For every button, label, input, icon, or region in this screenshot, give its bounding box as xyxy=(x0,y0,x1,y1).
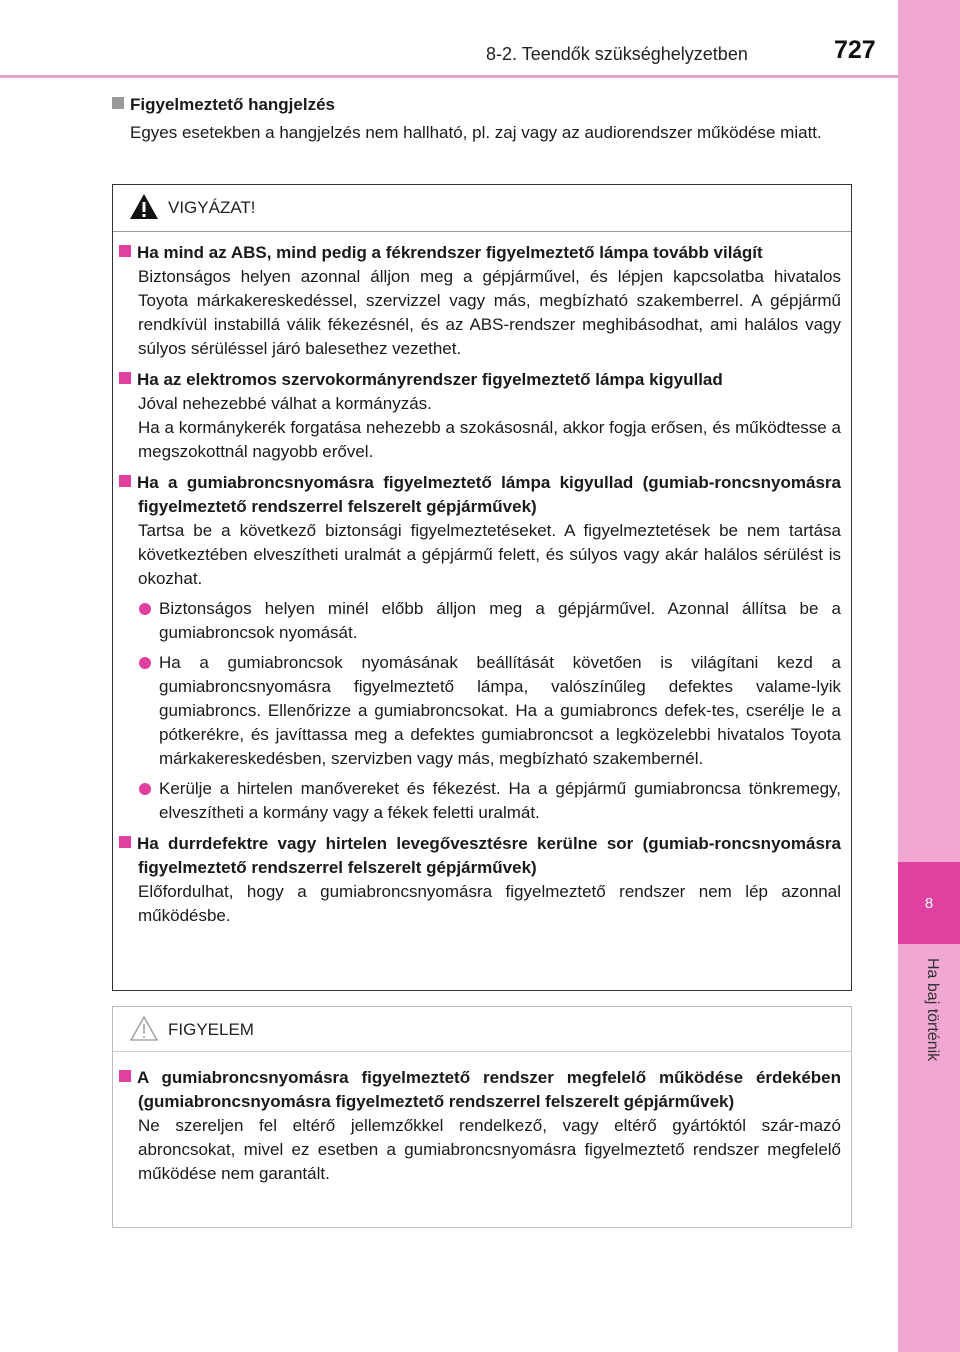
notice-title: FIGYELEM xyxy=(168,1020,254,1039)
caution-section-tpms xyxy=(119,471,841,825)
section-text: Előfordulhat, hogy a gumiabroncsnyomásra figyelmeztető rendszer nem lép azonnal működésbe. xyxy=(138,882,841,925)
square-bullet-icon xyxy=(119,245,131,257)
section-heading: Ha az elektromos szervokormányrendszer figyelmeztető lámpa kigyullad xyxy=(137,370,723,389)
section-heading: Ha mind az ABS, mind pedig a fékrendszer figyelmeztető lámpa tovább világít xyxy=(137,243,763,262)
page-number: 727 xyxy=(834,36,876,64)
section-heading: Ha a gumiabroncsnyomásra figyelmeztető lámpa kigyullad (gumiab-roncsnyomásra figyelmeztető rendszerrel felszerelt gépjárművek) xyxy=(137,473,841,516)
list-item: Ha a gumiabroncsok nyomásának beállítását követően is világítani kezd a gumiabroncsnyomásra figyelmeztető lámpa, valószínűleg defektes valame-lyik gumiabroncs. Ellenőrizze a gumiabroncsokat. Ha a gumiabroncs defek-tes, cserélje le a pótkerékre, és javíttassa meg a defektes gumiabroncsot a legközelebbi hivatalos Toyota márkakereskedésben, szervizben vagy más, megbízható szakembernél. xyxy=(119,651,841,771)
warning-outline-triangle-icon xyxy=(129,1015,159,1042)
page-header xyxy=(0,0,898,80)
square-bullet-icon xyxy=(119,372,131,384)
notice-header xyxy=(113,1007,851,1052)
section-text: Tartsa be a következő biztonsági figyelmeztetéseket. A figyelmeztetések be nem tartása következtében elveszítheti uralmát a gépjármű felett, és súlyos vagy akár halálos sérülést is okozhat. xyxy=(138,521,841,588)
section-heading: A gumiabroncsnyomásra figyelmeztető rendszer megfelelő működése érdekében (gumiabroncsnyomásra figyelmeztető rendszerrel felszerelt gépjárművek) xyxy=(137,1068,841,1111)
square-bullet-icon xyxy=(119,475,131,487)
square-bullet-icon xyxy=(119,1070,131,1082)
round-bullet-icon xyxy=(139,657,151,669)
section-heading: Ha durrdefektre vagy hirtelen levegővesztésre kerülne sor (gumiab-roncsnyomásra figyelmeztető rendszerrel felszerelt gépjárművek) xyxy=(137,834,841,877)
chapter-number: 8 xyxy=(898,862,960,944)
section-title: 8-2. Teendők szükséghelyzetben xyxy=(486,44,748,64)
notice-section xyxy=(119,1066,841,1186)
section-text: Ha a kormánykerék forgatása nehezebb a szokásosnál, akkor fogja erősen, és működtesse a megszokottnál nagyobb erővel. xyxy=(138,418,841,461)
intro-text: Egyes esetekben a hangjelzés nem hallható, pl. zaj vagy az audiorendszer működése miatt. xyxy=(130,123,822,142)
caution-section-blowout xyxy=(119,832,841,928)
caution-section-abs xyxy=(119,241,841,361)
section-text: Biztonságos helyen azonnal álljon meg a gépjárművel, és lépjen kapcsolatba hivatalos Toyota márkakereskedéssel, szervizzel vagy más, megbízható szakemberrel. A gépjármű rendkívül instabillá válik fékezésnél, és az ABS-rendszer meghibásodhat, ami halálos vagy súlyos sérüléssel járó balesethez vezethet. xyxy=(138,267,841,358)
caution-title: VIGYÁZAT! xyxy=(168,198,256,217)
square-bullet-icon xyxy=(112,97,124,109)
warning-triangle-icon xyxy=(129,193,159,220)
intro-section xyxy=(112,94,852,145)
round-bullet-icon xyxy=(139,783,151,795)
caution-box xyxy=(112,184,852,991)
caution-section-eps xyxy=(119,368,841,464)
notice-box xyxy=(112,1006,852,1228)
round-bullet-icon xyxy=(139,603,151,615)
header-rule xyxy=(0,75,898,78)
intro-heading: Figyelmeztető hangjelzés xyxy=(112,94,852,116)
square-bullet-icon xyxy=(119,836,131,848)
caution-header xyxy=(113,185,851,232)
chapter-side-tab xyxy=(898,0,960,1352)
chapter-title: Ha baj történik xyxy=(924,958,941,1062)
list-item: Kerülje a hirtelen manővereket és fékezést. Ha a gépjármű gumiabroncsa tönkremegy, elveszítheti a kormány vagy a fékek feletti uralmát. xyxy=(119,777,841,825)
section-text: Jóval nehezebbé válhat a kormányzás. xyxy=(138,394,432,413)
section-text: Ne szereljen fel eltérő jellemzőkkel rendelkező, vagy eltérő gyártóktól szár-mazó abroncsokat, mivel ez esetben a gumiabroncsnyomásra figyelmeztető rendszer megfelelő működése nem garantált. xyxy=(138,1116,841,1183)
list-item: Biztonságos helyen minél előbb álljon meg a gépjárművel. Azonnal állítsa be a gumiabroncsok nyomását. xyxy=(119,597,841,645)
